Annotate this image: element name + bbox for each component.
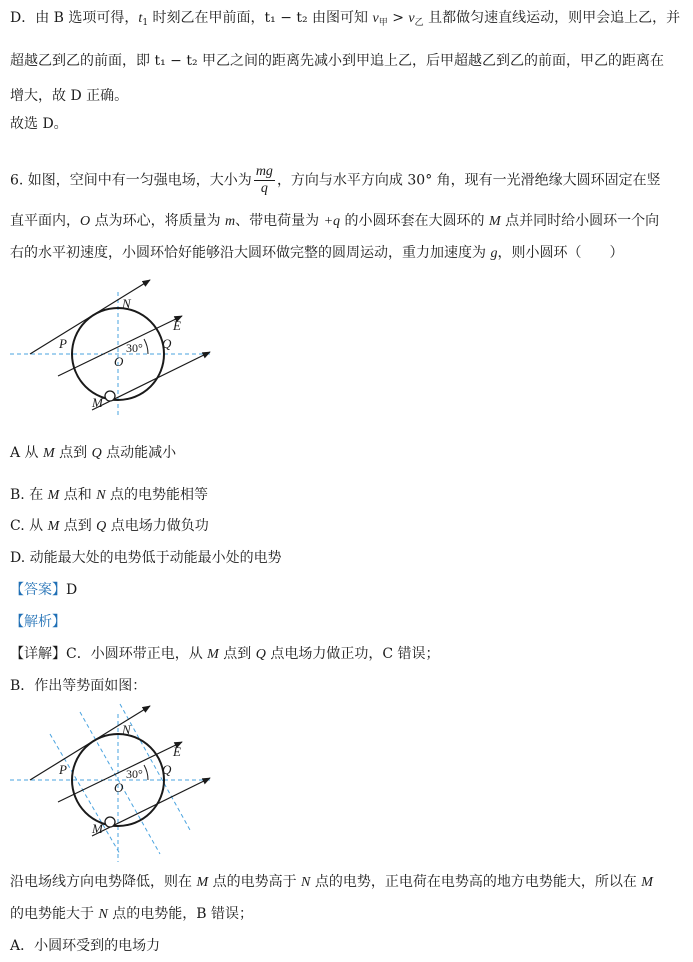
question-6-line2: 直平面内，O 点为环心，将质量为 m、带电荷量为 +q 的小圆环套在大圆环的 M 点并同时给小圆环一个向 xyxy=(10,213,660,229)
label-o: O xyxy=(114,780,124,795)
field-magnitude-fraction: $\frac{mg}{q}$ xyxy=(255,164,273,196)
equipotential-line-1 xyxy=(50,734,120,854)
label-m: M xyxy=(92,395,103,410)
label-p: P xyxy=(59,336,67,351)
label-e: E xyxy=(173,318,181,333)
question-6-line3: 右的水平初速度，小圆环恰好能够沿大圆环做完整的圆周运动，重力加速度为 g，则小圆环（ ） xyxy=(10,245,624,261)
small-ring xyxy=(105,817,115,827)
label-q: Q xyxy=(162,762,172,777)
label-e: E xyxy=(173,744,181,759)
label-n: N xyxy=(122,722,131,737)
option-d[interactable]: D. 动能最大处的电势低于动能最小处的电势 xyxy=(10,550,282,566)
label-n: N xyxy=(122,296,131,311)
option-d-explanation-line3: 增大，故 D 正确。 xyxy=(10,88,129,104)
small-ring xyxy=(105,391,115,401)
analysis-heading: 【解析】 xyxy=(10,614,66,630)
question-figure xyxy=(10,272,220,422)
question-6-line1: 6. 如图，空间中有一匀强电场，大小为 $\frac{mg}{q}$ ，方向与水平方向成 30° 角，现有一光滑绝缘大圆环固定在竖 xyxy=(10,164,661,196)
angle-arc xyxy=(144,765,148,780)
option-b[interactable]: B. 在 M 点和 N 点的电势能相等 xyxy=(10,487,209,503)
potential-explanation-line2: 的电势能大于 N 点的电势能，B 错误； xyxy=(10,906,253,922)
option-d-explanation-line2: 超越乙到乙的前面，即 t₁ − t₂ 甲乙之间的距离先减小到甲追上乙，后甲超越乙到乙的前面，甲乙的距离在 xyxy=(10,53,665,69)
option-a-explanation: A．小圆环受到的电场力 xyxy=(10,938,161,954)
detail-line: 【详解】C．小圆环带正电，从 M 点到 Q 点电场力做正功，C 错误； xyxy=(10,646,440,662)
equipotential-figure xyxy=(10,704,220,864)
label-p: P xyxy=(59,762,67,777)
answer-line: 【答案】D xyxy=(10,582,78,598)
angle-arc xyxy=(144,339,148,354)
option-d-explanation-line1: D．由 B 选项可得，$t_1$ 时刻乙在甲前面，t₁ − t₂ 由图可知 $v_甲 > v_乙$ 且都做匀速直线运动，则甲会追上乙，并 xyxy=(10,10,681,28)
label-o: O xyxy=(114,354,124,369)
option-c[interactable]: C. 从 M 点到 Q 点电场力做负功 xyxy=(10,518,209,534)
option-a[interactable]: A 从 M 点到 Q 点动能减小 xyxy=(10,445,177,461)
equipotential-line: B．作出等势面如图： xyxy=(10,678,147,694)
label-q: Q xyxy=(162,336,172,351)
label-m: M xyxy=(92,821,103,836)
label-angle: 30° xyxy=(126,767,143,781)
choose-d-line: 故选 D。 xyxy=(10,116,68,132)
label-angle: 30° xyxy=(126,341,143,355)
potential-explanation-line1: 沿电场线方向电势降低，则在 M 点的电势高于 N 点的电势，正电荷在电势高的地方电势能大，所以在 M xyxy=(10,874,653,890)
